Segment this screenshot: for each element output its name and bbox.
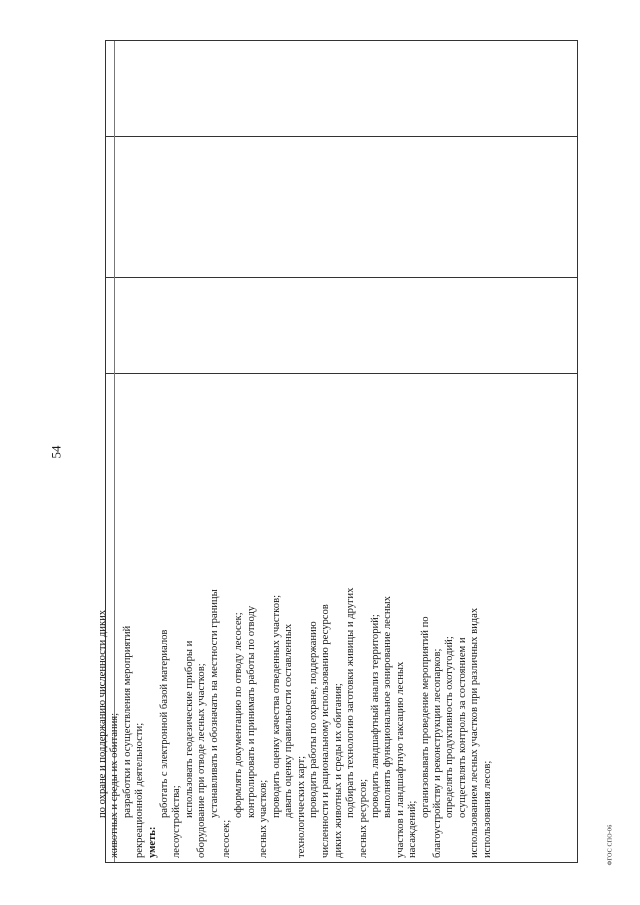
- text-line: контролировать и принимать работы по отводу: [245, 605, 257, 818]
- text-line: устанавливать и обозначать на местности границы: [208, 589, 220, 818]
- text-line: по охране и поддержанию численности диких: [97, 609, 108, 818]
- table-cell-empty-1: [106, 41, 577, 136]
- page-number: 54: [48, 445, 64, 459]
- text-line: насаждений;: [407, 800, 419, 858]
- text-line: подбирать технологию заготовки живицы и других: [345, 587, 357, 818]
- text-line: использования лесов;: [481, 760, 493, 858]
- text-line: численности и рациональному использованию ресурсов: [320, 604, 332, 858]
- text-line: осуществлять контроль за состоянием и: [456, 637, 468, 818]
- text-line: лесосек;: [221, 819, 233, 858]
- footer-code: ФГОС СПО-06: [607, 824, 614, 866]
- competency-text: [97, 408, 567, 858]
- text-line: использовать геодезические приборы и: [183, 640, 195, 818]
- text-line: лесоустройства;: [171, 785, 183, 858]
- text-line: благоустройству и реконструкции лесопарков;: [431, 648, 443, 858]
- row-divider-3: [106, 373, 577, 374]
- text-line: определять продуктивность охотугодий;: [444, 636, 456, 818]
- table-cell-empty-2: [106, 136, 577, 277]
- text-line: проводить оценку качества отведенных участков;: [270, 594, 282, 818]
- text-line: разработки и осуществления мероприятий: [121, 625, 133, 818]
- table-cell-empty-3: [106, 277, 577, 373]
- text-line: диких животных и среды их обитания;: [332, 683, 344, 858]
- text-line: использованием лесных участков при различных видах: [469, 607, 481, 858]
- text-line: технологических карт;: [295, 755, 307, 858]
- text-line: проводить работы по охране, поддержанию: [307, 621, 319, 818]
- text-line: давать оценку правильности составленных: [283, 623, 295, 818]
- text-line: работать с электронной базой материалов: [159, 629, 171, 818]
- text-line: лесных ресурсов;: [357, 778, 369, 858]
- text-line: выполнять функциональное зонирование лесных: [382, 596, 394, 818]
- text-line: организовывать проведение мероприятий по: [419, 616, 431, 818]
- text-line: рекреационной деятельности;: [134, 722, 146, 858]
- text-line: оформлять документацию по отводу лесосек;: [233, 612, 245, 818]
- text-line: проводить ландшафтный анализ территорий;: [369, 614, 381, 818]
- text-line: животных и среды их обитания;: [109, 712, 121, 858]
- text-line: уметь:: [146, 826, 158, 858]
- text-line: оборудование при отводе лесных участков;: [196, 663, 208, 858]
- text-line: лесных участков;: [258, 779, 270, 858]
- text-line: участков и ландшафтную таксацию лесных: [394, 661, 406, 858]
